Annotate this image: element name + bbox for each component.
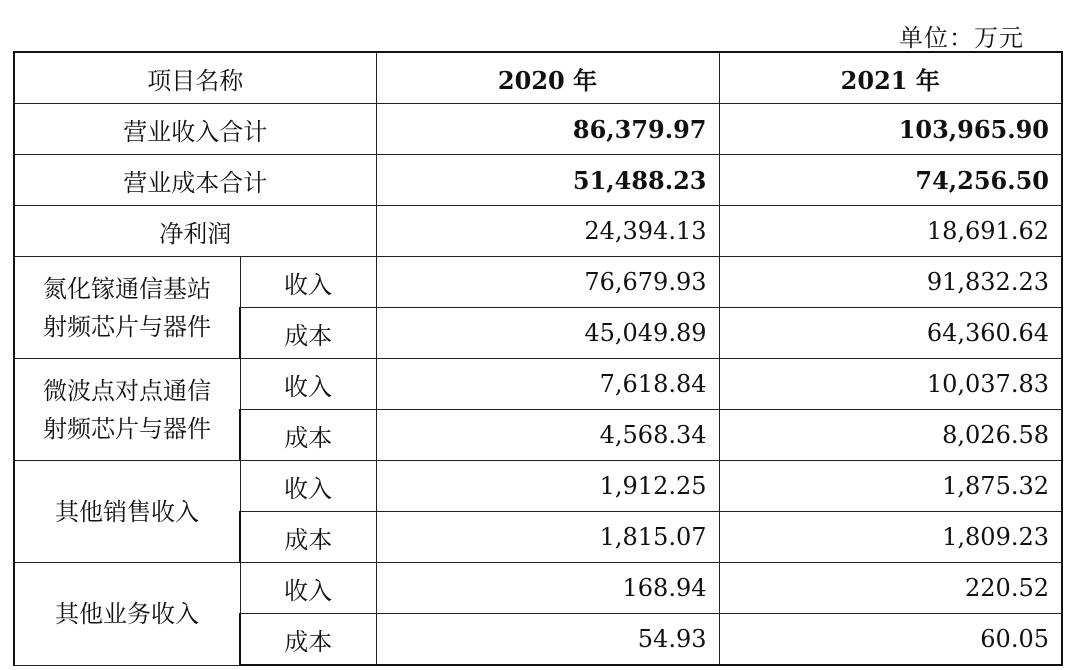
sub-label: 成本: [240, 308, 376, 359]
value-2021: 220.52: [719, 563, 1062, 614]
group-label: [14, 461, 240, 563]
group-label: [14, 563, 240, 666]
group-label-line2: 射频芯片与器件: [43, 414, 211, 443]
value-2021: 1,809.23: [719, 512, 1062, 563]
table-row: [14, 461, 1062, 512]
value-2021: 8,026.58: [719, 410, 1062, 461]
sub-label: 成本: [240, 512, 376, 563]
table-row: [14, 563, 1062, 614]
value-2021: 74,256.50: [719, 155, 1062, 206]
table-header-row: [14, 52, 1062, 104]
value-2020: 54.93: [376, 614, 719, 666]
row-label: 营业成本合计: [14, 155, 376, 206]
header-2020: 2020 年: [376, 52, 719, 104]
sub-label: 收入: [240, 257, 376, 308]
group-label-line1: 其他销售收入: [55, 497, 199, 526]
value-2021: 18,691.62: [719, 206, 1062, 257]
value-2021: 103,965.90: [719, 104, 1062, 155]
table-row: [14, 257, 1062, 308]
header-2021: 2021 年: [719, 52, 1062, 104]
sub-label: 收入: [240, 461, 376, 512]
value-2021: 60.05: [719, 614, 1062, 666]
table-row: [14, 206, 1062, 257]
group-label: [14, 359, 240, 461]
group-label-line2: 射频芯片与器件: [43, 312, 211, 341]
row-label: 营业收入合计: [14, 104, 376, 155]
value-2021: 10,037.83: [719, 359, 1062, 410]
sub-label: 收入: [240, 359, 376, 410]
table-row: [14, 104, 1062, 155]
value-2020: 45,049.89: [376, 308, 719, 359]
table-row: [14, 359, 1062, 410]
financial-table: [13, 51, 1063, 666]
value-2020: 1,815.07: [376, 512, 719, 563]
value-2021: 1,875.32: [719, 461, 1062, 512]
unit-label: 单位：万元: [899, 24, 1024, 52]
group-label-line1: 其他业务收入: [55, 599, 199, 628]
group-label: [14, 257, 240, 359]
value-2020: 76,679.93: [376, 257, 719, 308]
value-2020: 86,379.97: [376, 104, 719, 155]
sub-label: 成本: [240, 614, 376, 666]
row-label: 净利润: [14, 206, 376, 257]
sub-label: 收入: [240, 563, 376, 614]
value-2021: 64,360.64: [719, 308, 1062, 359]
value-2020: 168.94: [376, 563, 719, 614]
value-2020: 24,394.13: [376, 206, 719, 257]
value-2020: 51,488.23: [376, 155, 719, 206]
value-2021: 91,832.23: [719, 257, 1062, 308]
value-2020: 1,912.25: [376, 461, 719, 512]
header-item: 项目名称: [14, 52, 376, 104]
sub-label: 成本: [240, 410, 376, 461]
group-label-line1: 微波点对点通信: [43, 376, 211, 405]
value-2020: 4,568.34: [376, 410, 719, 461]
table-row: [14, 155, 1062, 206]
group-label-line1: 氮化镓通信基站: [43, 274, 211, 303]
value-2020: 7,618.84: [376, 359, 719, 410]
